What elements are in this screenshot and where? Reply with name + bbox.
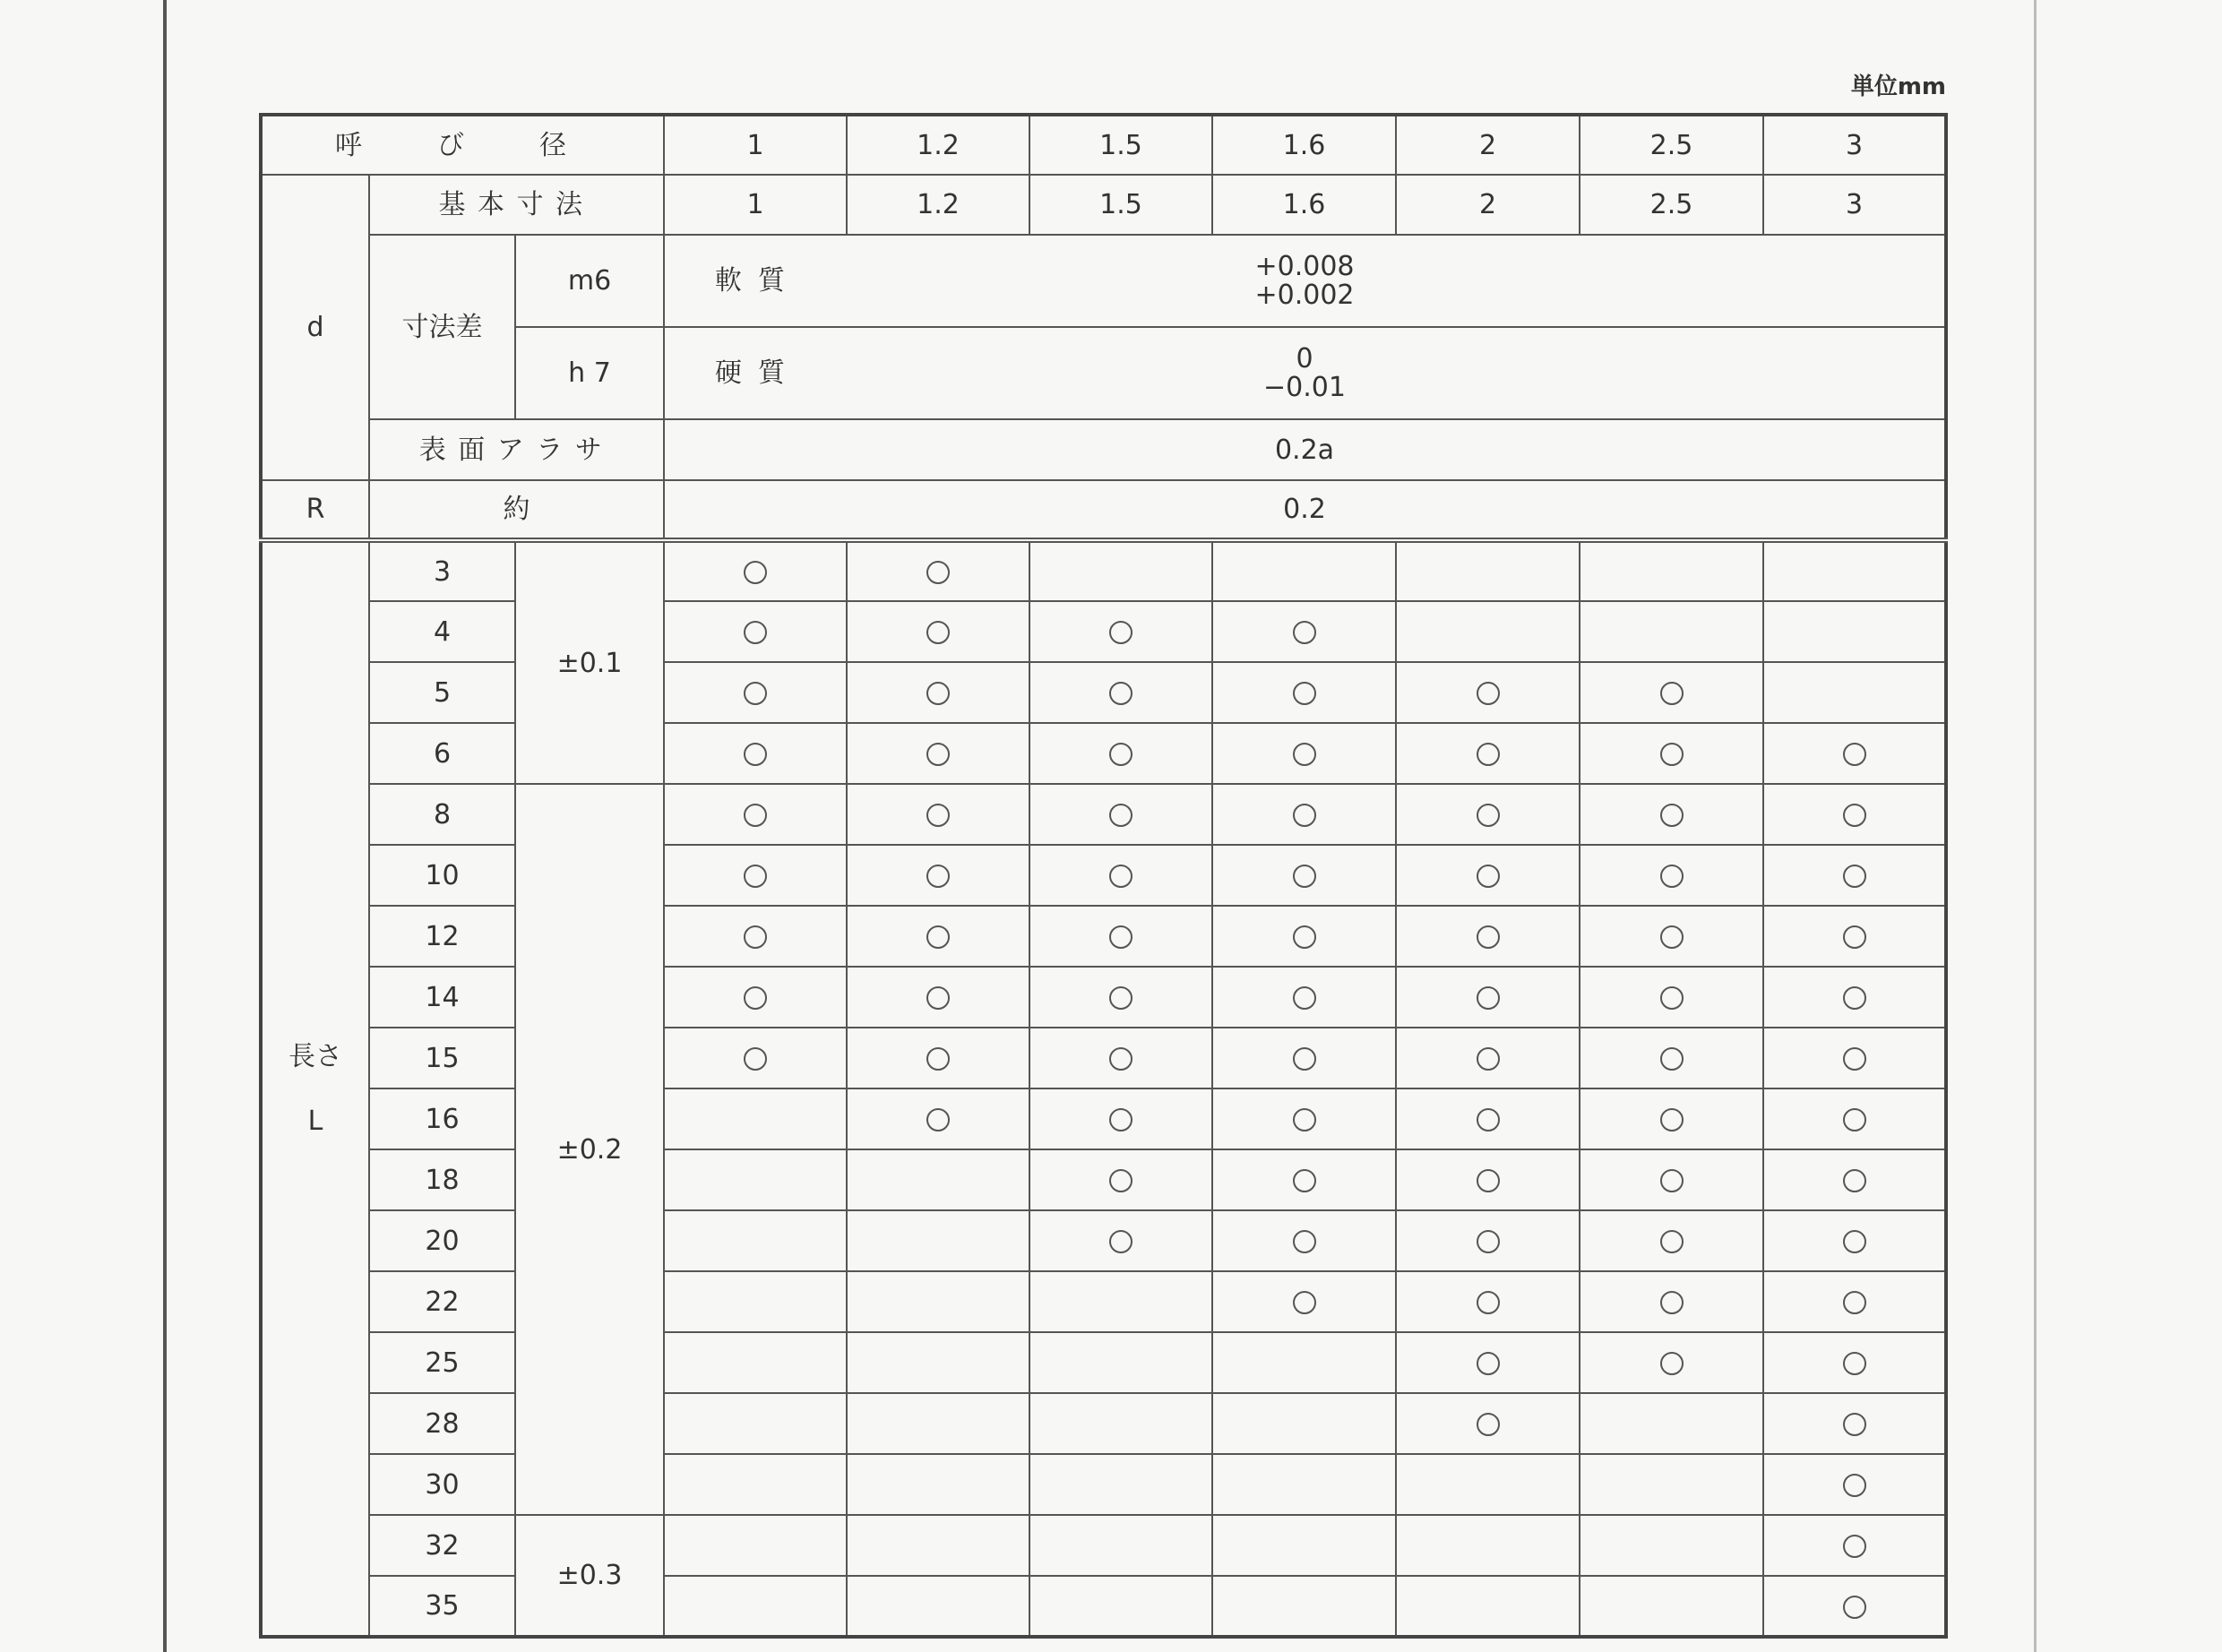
size-header: 1.5 (1029, 115, 1212, 175)
availability-cell (1580, 1088, 1763, 1149)
size-header: 2.5 (1580, 115, 1763, 175)
tolerance-m6-cell (664, 235, 1946, 327)
unit-label: 単位mm (1850, 73, 1946, 100)
availability-cell (1763, 1332, 1946, 1393)
availability-cell (847, 1149, 1029, 1210)
availability-cell (1029, 1576, 1212, 1637)
available-circle-icon (1660, 1108, 1684, 1131)
available-circle-icon (1477, 682, 1500, 705)
length-value: 30 (369, 1454, 515, 1515)
availability-cell (1763, 784, 1946, 845)
availability-cell (1212, 1454, 1396, 1515)
availability-cell (1580, 906, 1763, 967)
available-circle-icon (1660, 804, 1684, 827)
length-row (261, 845, 1946, 906)
length-value: 8 (369, 784, 515, 845)
availability-cell (1029, 601, 1212, 662)
size-header: 3 (1763, 115, 1946, 175)
availability-cell (1763, 906, 1946, 967)
availability-cell (1580, 784, 1763, 845)
availability-cell (1212, 1088, 1396, 1149)
page-border-right (2034, 0, 2037, 1652)
availability-cell (664, 1271, 847, 1332)
availability-cell (1396, 1028, 1580, 1088)
base-dimension-value: 1.5 (1029, 175, 1212, 235)
available-circle-icon (926, 1108, 950, 1131)
available-circle-icon (1293, 1169, 1316, 1192)
material-grade: 硬質 (715, 357, 801, 389)
size-header: 1.2 (847, 115, 1029, 175)
availability-cell (1212, 540, 1396, 601)
available-circle-icon (1660, 1047, 1684, 1071)
availability-cell (664, 723, 847, 784)
available-circle-icon (1477, 865, 1500, 888)
available-circle-icon (1660, 1230, 1684, 1253)
availability-cell (847, 1576, 1029, 1637)
available-circle-icon (744, 621, 767, 644)
available-circle-icon (1109, 986, 1133, 1010)
available-circle-icon (926, 1047, 950, 1071)
available-circle-icon (1109, 1108, 1133, 1131)
availability-cell (664, 784, 847, 845)
availability-cell (664, 906, 847, 967)
length-row (261, 540, 1946, 601)
length-value: 10 (369, 845, 515, 906)
length-value: 25 (369, 1332, 515, 1393)
available-circle-icon (926, 621, 950, 644)
available-circle-icon (1843, 1230, 1866, 1253)
available-circle-icon (744, 986, 767, 1010)
length-value: 6 (369, 723, 515, 784)
available-circle-icon (1293, 621, 1316, 644)
available-circle-icon (1477, 1413, 1500, 1436)
length-row (261, 1271, 1946, 1332)
available-circle-icon (1660, 743, 1684, 766)
availability-cell (1212, 1149, 1396, 1210)
tolerance-upper: 0 (1296, 343, 1313, 374)
length-label: 長さ (289, 1040, 342, 1072)
availability-cell (1029, 784, 1212, 845)
availability-cell (664, 1576, 847, 1637)
availability-cell (1580, 723, 1763, 784)
availability-cell (1029, 662, 1212, 723)
availability-cell (1029, 906, 1212, 967)
r-sublabel: 約 (369, 480, 664, 540)
length-row (261, 1210, 1946, 1271)
availability-cell (1212, 784, 1396, 845)
length-value: 18 (369, 1149, 515, 1210)
availability-cell (847, 662, 1029, 723)
length-tolerance: ±0.1 (515, 540, 664, 784)
available-circle-icon (744, 682, 767, 705)
available-circle-icon (1293, 986, 1316, 1010)
length-tolerance: ±0.3 (515, 1515, 664, 1637)
available-circle-icon (926, 986, 950, 1010)
availability-cell (1396, 540, 1580, 601)
availability-cell (1029, 1271, 1212, 1332)
r-row (261, 480, 1946, 540)
length-row (261, 906, 1946, 967)
availability-cell (1029, 540, 1212, 601)
availability-cell (1212, 1210, 1396, 1271)
availability-cell (1029, 1149, 1212, 1210)
tolerance-h7-cell (664, 327, 1946, 419)
availability-cell (1580, 1210, 1763, 1271)
availability-cell (1212, 1332, 1396, 1393)
available-circle-icon (1477, 925, 1500, 949)
availability-cell (664, 845, 847, 906)
availability-cell (664, 1149, 847, 1210)
availability-cell (1029, 1393, 1212, 1454)
availability-cell (847, 1210, 1029, 1271)
availability-cell (1212, 906, 1396, 967)
length-value: 28 (369, 1393, 515, 1454)
available-circle-icon (1293, 804, 1316, 827)
availability-cell (1580, 1454, 1763, 1515)
available-circle-icon (1477, 1108, 1500, 1131)
availability-cell (1029, 1515, 1212, 1576)
header-row (261, 115, 1946, 175)
availability-cell (1396, 1576, 1580, 1637)
length-value: 12 (369, 906, 515, 967)
base-dimension-value: 2.5 (1580, 175, 1763, 235)
availability-cell (1029, 1028, 1212, 1088)
available-circle-icon (1109, 621, 1133, 644)
length-symbol: L (307, 1105, 323, 1137)
base-dimension-value: 1.6 (1212, 175, 1396, 235)
availability-cell (1029, 1210, 1212, 1271)
available-circle-icon (1477, 1169, 1500, 1192)
availability-cell (664, 1454, 847, 1515)
availability-cell (1029, 967, 1212, 1028)
availability-cell (1763, 845, 1946, 906)
availability-cell (1396, 845, 1580, 906)
available-circle-icon (1660, 1352, 1684, 1375)
length-value: 16 (369, 1088, 515, 1149)
size-header: 2 (1396, 115, 1580, 175)
length-value: 15 (369, 1028, 515, 1088)
availability-cell (1763, 1393, 1946, 1454)
availability-cell (847, 906, 1029, 967)
availability-cell (1029, 723, 1212, 784)
available-circle-icon (1109, 1169, 1133, 1192)
length-row (261, 1393, 1946, 1454)
available-circle-icon (926, 682, 950, 705)
length-row (261, 1088, 1946, 1149)
available-circle-icon (926, 865, 950, 888)
available-circle-icon (1843, 804, 1866, 827)
available-circle-icon (1293, 1291, 1316, 1314)
nominal-diameter-label: 呼 び 径 (261, 115, 664, 175)
availability-cell (1763, 967, 1946, 1028)
availability-cell (664, 601, 847, 662)
availability-cell (1396, 1393, 1580, 1454)
base-dimension-value: 2 (1396, 175, 1580, 235)
available-circle-icon (1109, 682, 1133, 705)
available-circle-icon (1477, 1230, 1500, 1253)
availability-cell (1396, 1332, 1580, 1393)
availability-cell (1396, 1210, 1580, 1271)
availability-cell (1763, 1515, 1946, 1576)
available-circle-icon (1109, 743, 1133, 766)
available-circle-icon (1109, 1230, 1133, 1253)
available-circle-icon (1109, 925, 1133, 949)
available-circle-icon (1843, 1474, 1866, 1497)
length-row (261, 784, 1946, 845)
availability-cell (1396, 1454, 1580, 1515)
available-circle-icon (1293, 865, 1316, 888)
availability-cell (847, 1393, 1029, 1454)
available-circle-icon (744, 865, 767, 888)
tolerance-upper: +0.008 (1254, 251, 1355, 282)
available-circle-icon (926, 561, 950, 584)
material-grade: 軟質 (715, 265, 801, 297)
available-circle-icon (926, 743, 950, 766)
availability-cell (1396, 967, 1580, 1028)
availability-cell (664, 967, 847, 1028)
base-dimension-value: 3 (1763, 175, 1946, 235)
available-circle-icon (926, 804, 950, 827)
tolerance-code-h7: h 7 (515, 327, 664, 419)
availability-cell (1580, 1332, 1763, 1393)
length-row (261, 1515, 1946, 1576)
availability-cell (1763, 1028, 1946, 1088)
availability-cell (1396, 1088, 1580, 1149)
availability-cell (664, 662, 847, 723)
available-circle-icon (1660, 1291, 1684, 1314)
availability-cell (1396, 662, 1580, 723)
available-circle-icon (1477, 1047, 1500, 1071)
tolerance-label: 寸法差 (369, 235, 515, 419)
surface-roughness-label: 表面アラサ (369, 419, 664, 480)
length-row (261, 1332, 1946, 1393)
surface-roughness-value: 0.2a (664, 419, 1946, 480)
available-circle-icon (744, 925, 767, 949)
availability-cell (1212, 723, 1396, 784)
pin-dimension-table (259, 113, 1948, 1639)
availability-cell (1763, 723, 1946, 784)
availability-cell (1029, 845, 1212, 906)
availability-cell (1396, 1271, 1580, 1332)
availability-cell (1212, 1576, 1396, 1637)
availability-cell (1763, 1088, 1946, 1149)
available-circle-icon (1843, 1596, 1866, 1619)
availability-cell (847, 540, 1029, 601)
base-dimension-label: 基本寸法 (369, 175, 664, 235)
length-value: 14 (369, 967, 515, 1028)
availability-cell (1763, 540, 1946, 601)
availability-cell (847, 723, 1029, 784)
available-circle-icon (926, 925, 950, 949)
available-circle-icon (1293, 925, 1316, 949)
availability-cell (847, 1271, 1029, 1332)
available-circle-icon (1843, 986, 1866, 1010)
availability-cell (664, 540, 847, 601)
available-circle-icon (744, 743, 767, 766)
availability-cell (1212, 1028, 1396, 1088)
available-circle-icon (1660, 925, 1684, 949)
availability-cell (1396, 784, 1580, 845)
availability-cell (1580, 1576, 1763, 1637)
size-header: 1.6 (1212, 115, 1396, 175)
available-circle-icon (1660, 865, 1684, 888)
tolerance-lower: +0.002 (1254, 279, 1355, 311)
length-value: 32 (369, 1515, 515, 1576)
availability-cell (1580, 1028, 1763, 1088)
availability-cell (664, 1515, 847, 1576)
availability-cell (664, 1028, 847, 1088)
length-row (261, 967, 1946, 1028)
available-circle-icon (1843, 1047, 1866, 1071)
r-label: R (261, 480, 369, 540)
base-dimension-row (261, 175, 1946, 235)
availability-cell (1580, 540, 1763, 601)
available-circle-icon (1660, 986, 1684, 1010)
available-circle-icon (1843, 1108, 1866, 1131)
length-row (261, 1028, 1946, 1088)
d-label: d (261, 175, 369, 480)
availability-cell (847, 1332, 1029, 1393)
available-circle-icon (1293, 1108, 1316, 1131)
surface-roughness-row (261, 419, 1946, 480)
availability-cell (1212, 662, 1396, 723)
available-circle-icon (1843, 1291, 1866, 1314)
availability-cell (1763, 1271, 1946, 1332)
length-tolerance: ±0.2 (515, 784, 664, 1515)
availability-cell (1580, 662, 1763, 723)
availability-cell (1763, 1210, 1946, 1271)
availability-cell (1212, 1393, 1396, 1454)
availability-cell (1763, 1149, 1946, 1210)
length-row (261, 1454, 1946, 1515)
availability-cell (664, 1210, 847, 1271)
available-circle-icon (1843, 743, 1866, 766)
length-value: 22 (369, 1271, 515, 1332)
available-circle-icon (744, 804, 767, 827)
availability-cell (1580, 1149, 1763, 1210)
available-circle-icon (1843, 1169, 1866, 1192)
size-header: 1 (664, 115, 847, 175)
available-circle-icon (1293, 1230, 1316, 1253)
availability-cell (847, 1028, 1029, 1088)
length-row (261, 723, 1946, 784)
available-circle-icon (1843, 925, 1866, 949)
available-circle-icon (1477, 804, 1500, 827)
availability-cell (1580, 967, 1763, 1028)
availability-cell (847, 601, 1029, 662)
availability-cell (1212, 967, 1396, 1028)
available-circle-icon (1660, 682, 1684, 705)
r-value: 0.2 (664, 480, 1946, 540)
availability-cell (847, 1088, 1029, 1149)
page-border-left (163, 0, 167, 1652)
availability-cell (1396, 1515, 1580, 1576)
length-label-cell (261, 540, 369, 1637)
available-circle-icon (1843, 1413, 1866, 1436)
availability-cell (1212, 1271, 1396, 1332)
tolerance-m6-row (261, 235, 1946, 327)
tolerance-code-m6: m6 (515, 235, 664, 327)
availability-cell (847, 784, 1029, 845)
availability-cell (1763, 1576, 1946, 1637)
availability-cell (1580, 1271, 1763, 1332)
availability-cell (1212, 601, 1396, 662)
availability-cell (847, 845, 1029, 906)
available-circle-icon (1109, 865, 1133, 888)
availability-cell (847, 1515, 1029, 1576)
availability-cell (1763, 1454, 1946, 1515)
available-circle-icon (744, 561, 767, 584)
length-value: 35 (369, 1576, 515, 1637)
availability-cell (1396, 723, 1580, 784)
availability-cell (1029, 1088, 1212, 1149)
available-circle-icon (1293, 1047, 1316, 1071)
length-value: 20 (369, 1210, 515, 1271)
availability-cell (1212, 1515, 1396, 1576)
available-circle-icon (1109, 804, 1133, 827)
tolerance-lower: −0.01 (1263, 371, 1346, 403)
length-row (261, 601, 1946, 662)
availability-cell (1396, 601, 1580, 662)
availability-cell (1763, 662, 1946, 723)
length-row (261, 662, 1946, 723)
available-circle-icon (744, 1047, 767, 1071)
availability-cell (1029, 1332, 1212, 1393)
availability-cell (1580, 1515, 1763, 1576)
available-circle-icon (1843, 1535, 1866, 1558)
availability-cell (1580, 1393, 1763, 1454)
base-dimension-value: 1 (664, 175, 847, 235)
available-circle-icon (1293, 682, 1316, 705)
available-circle-icon (1477, 1352, 1500, 1375)
available-circle-icon (1477, 986, 1500, 1010)
availability-cell (664, 1332, 847, 1393)
availability-cell (1763, 601, 1946, 662)
available-circle-icon (1843, 865, 1866, 888)
availability-cell (847, 967, 1029, 1028)
availability-cell (1029, 1454, 1212, 1515)
availability-cell (1580, 845, 1763, 906)
base-dimension-value: 1.2 (847, 175, 1029, 235)
available-circle-icon (1293, 743, 1316, 766)
availability-cell (1396, 906, 1580, 967)
length-value: 3 (369, 540, 515, 601)
availability-cell (847, 1454, 1029, 1515)
availability-cell (1396, 1149, 1580, 1210)
available-circle-icon (1109, 1047, 1133, 1071)
length-row (261, 1149, 1946, 1210)
available-circle-icon (1843, 1352, 1866, 1375)
availability-cell (1580, 601, 1763, 662)
available-circle-icon (1660, 1169, 1684, 1192)
length-row (261, 1576, 1946, 1637)
length-value: 4 (369, 601, 515, 662)
available-circle-icon (1477, 743, 1500, 766)
available-circle-icon (1477, 1291, 1500, 1314)
length-value: 5 (369, 662, 515, 723)
availability-cell (664, 1393, 847, 1454)
availability-cell (1212, 845, 1396, 906)
availability-cell (664, 1088, 847, 1149)
